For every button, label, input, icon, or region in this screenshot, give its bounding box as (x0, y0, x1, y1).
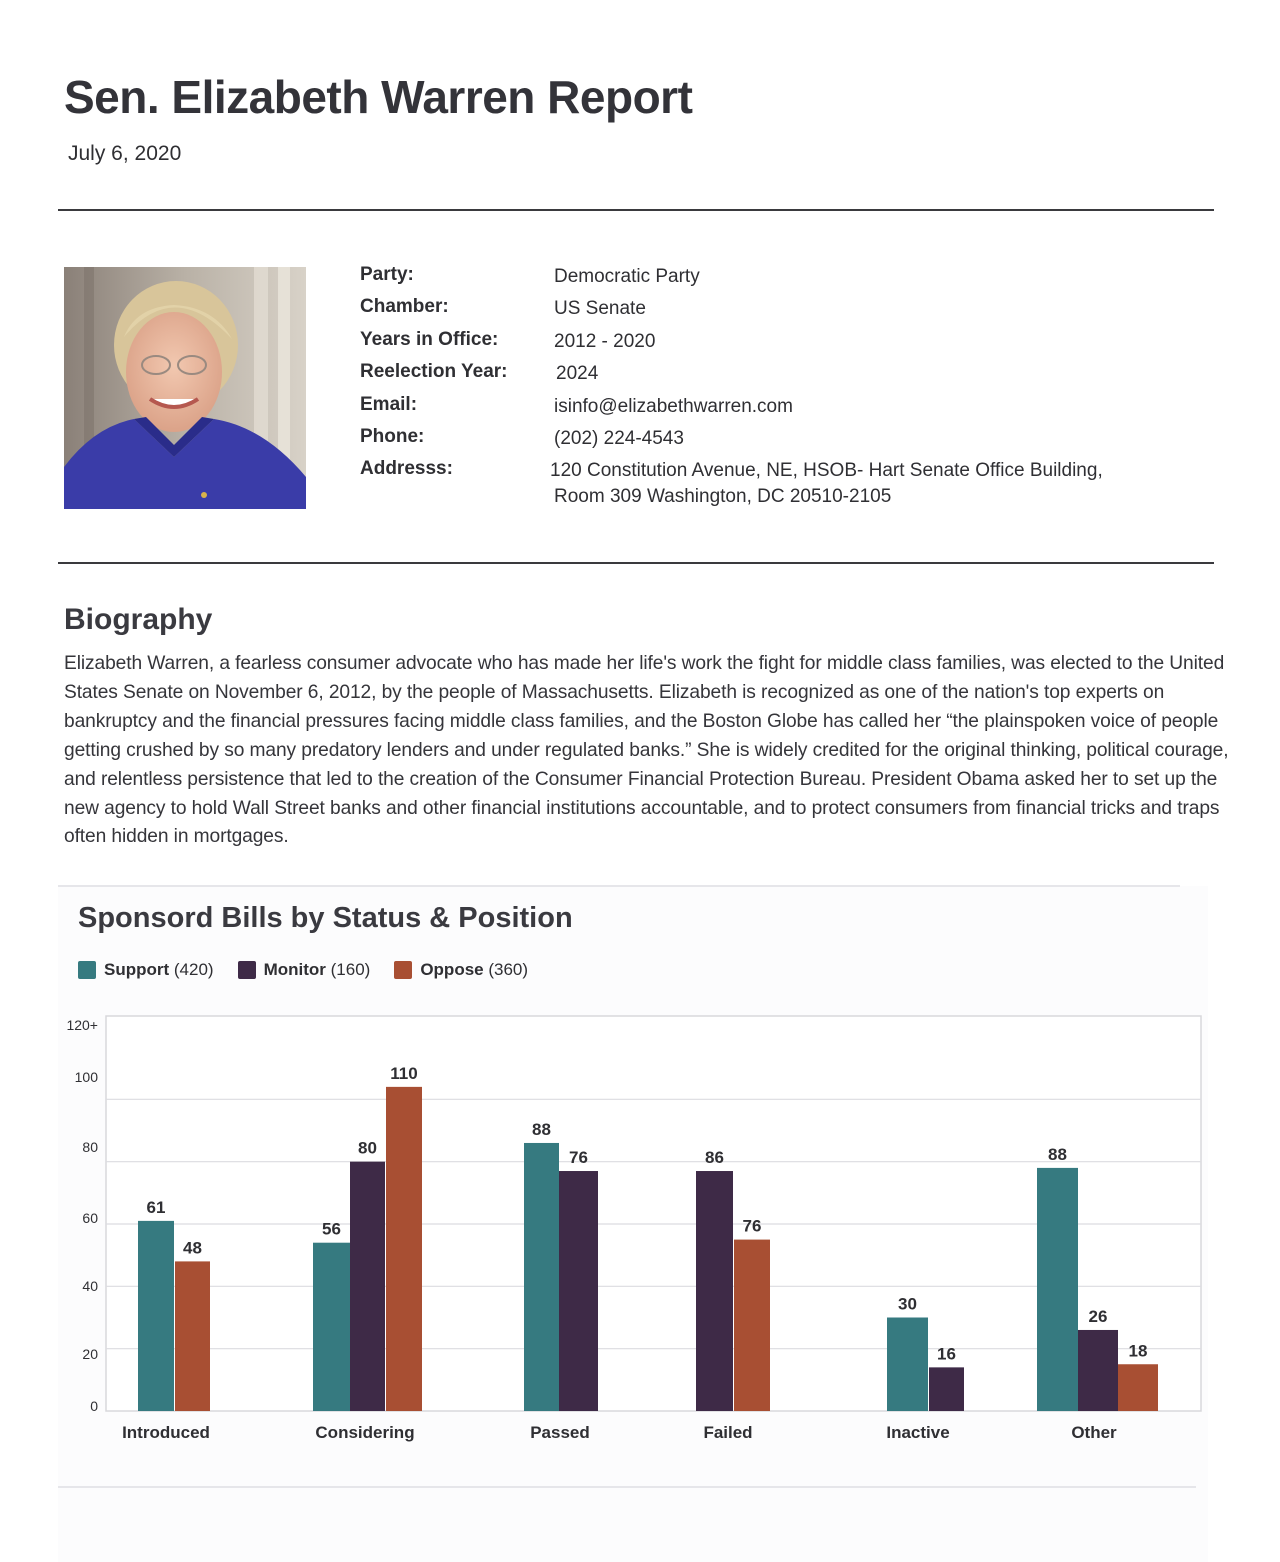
years-value: 2012 - 2020 (554, 330, 656, 352)
data-label: 26 (1088, 1306, 1108, 1326)
y-tick-label: 0 (90, 1398, 98, 1414)
divider (58, 1486, 1196, 1488)
bar-monitor-other (1078, 1330, 1118, 1411)
data-label: 48 (183, 1238, 202, 1258)
data-label: 88 (532, 1119, 551, 1139)
plot-area (106, 1016, 1201, 1411)
y-tick-label: 40 (82, 1278, 98, 1294)
email-label: Email: (360, 393, 418, 415)
bar-oppose-considering (386, 1087, 422, 1411)
x-category-label: Passed (530, 1423, 590, 1442)
data-label: 30 (898, 1294, 917, 1314)
bar-support-passed (524, 1143, 559, 1411)
y-tick-label: 80 (82, 1139, 98, 1155)
chamber-label: Chamber: (360, 296, 449, 318)
biography-heading: Biography (64, 603, 213, 636)
x-category-label: Other (1071, 1423, 1117, 1442)
y-tick-label: 60 (82, 1210, 98, 1226)
data-label: 61 (146, 1197, 166, 1217)
bar-oppose-failed (734, 1240, 770, 1411)
address-label: Addresss: (360, 458, 453, 480)
bar-monitor-considering (350, 1162, 385, 1411)
chart-title: Sponsord Bills by Status & Position (78, 902, 573, 934)
x-category-label: Introduced (122, 1423, 210, 1442)
bar-oppose-other (1118, 1364, 1158, 1411)
chamber-value: US Senate (554, 298, 646, 320)
bar-monitor-inactive (929, 1367, 964, 1411)
x-category-label: Failed (703, 1423, 753, 1442)
reelection-value: 2024 (556, 363, 599, 385)
y-tick-label: 120+ (66, 1017, 98, 1033)
bar-support-considering (313, 1243, 350, 1411)
data-label: 110 (390, 1063, 418, 1083)
data-label: 88 (1048, 1144, 1067, 1164)
legend-label: Support (104, 960, 170, 979)
data-label: 80 (358, 1138, 377, 1158)
biography-text: Elizabeth Warren, a fearless consumer advocate who has made her life's work the fight for middle class families, was elected to the United States Senate on November 6, 2012, by the people of Massachusetts. Elizabeth is recognized as one of the nation's top experts on bankruptcy and the financial pressures facing middle class families, and the Boston Globe has called her “the plainspoken voice of people getting crushed by so many predatory lenders and under regulated banks.” She is widely credited for the original thinking, political courage, and relentless persistence that led to the creation of the Consumer Financial Protection Bureau. President Obama asked her to set up the new agency to hold Wall Street banks and other financial institutions accountable, and to protect consumers from financial tricks and traps often hidden in mortgages. (64, 653, 1229, 848)
legend-label: Oppose (420, 960, 484, 979)
bar-support-other (1037, 1168, 1078, 1411)
bar-oppose-introduced (175, 1261, 210, 1411)
data-label: 76 (569, 1148, 588, 1168)
phone-label: Phone: (360, 425, 425, 447)
y-tick-label: 20 (82, 1346, 98, 1362)
address-line-1: 120 Constitution Avenue, NE, HSOB- Hart Senate Office Building, (550, 460, 1103, 482)
data-label: 76 (742, 1216, 762, 1236)
legend-count: (420) (173, 960, 214, 979)
legend-label: Monitor (263, 960, 326, 979)
x-category-label: Inactive (886, 1423, 950, 1442)
legend-count: (160) (330, 960, 371, 979)
party-value: Democratic Party (554, 266, 700, 287)
page-title: Sen. Elizabeth Warren Report (64, 71, 693, 123)
email-value[interactable]: isinfo@elizabethwarren.com (554, 395, 793, 417)
y-tick-label: 100 (74, 1069, 98, 1085)
phone-value: (202) 224-4543 (554, 427, 684, 449)
bar-support-inactive (887, 1318, 928, 1412)
reelection-label: Reelection Year: (360, 361, 508, 383)
address-line-2: Room 309 Washington, DC 20510-2105 (554, 486, 892, 508)
data-label: 56 (322, 1219, 341, 1239)
report-date: July 6, 2020 (68, 142, 182, 165)
bar-monitor-passed (559, 1171, 598, 1411)
years-label: Years in Office: (360, 328, 499, 350)
data-label: 86 (705, 1148, 724, 1168)
party-label: Party: (360, 264, 414, 285)
bar-monitor-failed (696, 1171, 733, 1411)
data-label: 16 (937, 1344, 956, 1364)
x-category-label: Considering (315, 1423, 415, 1442)
bar-support-introduced (138, 1221, 174, 1411)
data-label: 18 (1128, 1341, 1148, 1361)
legend-count: (360) (488, 960, 529, 979)
